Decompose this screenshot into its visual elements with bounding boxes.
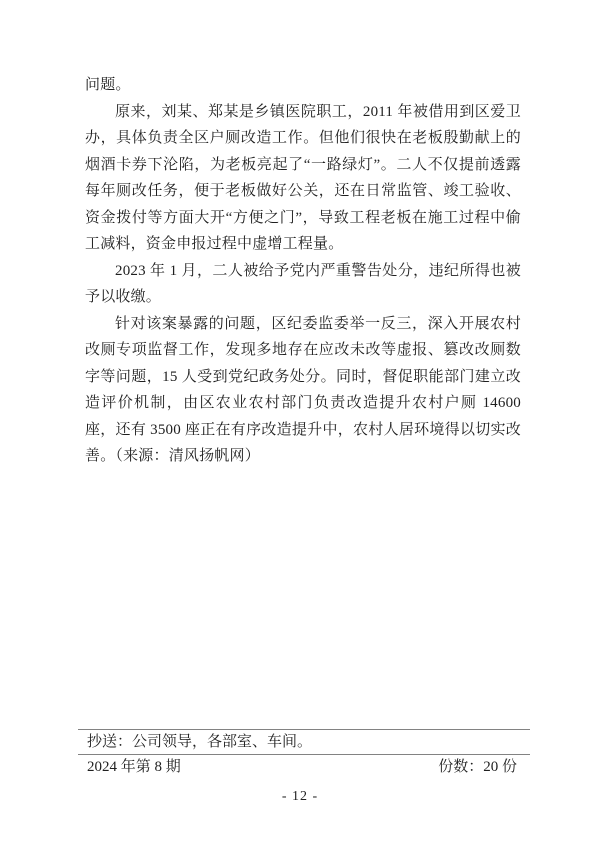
copies-count-label: 份数：20 份 (438, 759, 517, 775)
document-body (85, 72, 521, 470)
cc-line-label: 抄送：公司领导，各部室、车间。 (87, 734, 313, 750)
body-paragraph: 原来，刘某、郑某是乡镇医院职工，2011 年被借用到区爱卫办，具体负责全区户厕改造工作。但他们很快在老板殷勤献上的烟酒卡券下沦陷，为老板亮起了“一路绿灯”。二人不仅提前透露每年厕改任务，便于老板做好公关，还在日常监管、竣工验收、资金拨付等方面大开“方便之门”，导致工程老板在施工过程中偷工减料，资金申报过程中虚增工程量。 (85, 103, 521, 252)
page-number: - 12 - (281, 789, 319, 804)
body-paragraph: 针对该案暴露的问题，区纪委监委举一反三，深入开展农村改厕专项监督工作，发现多地存在应改未改等虚报、篡改改厕数字等问题，15 人受到党纪政务处分。同时，督促职能部门建立改造评价机制，由区农业农村部门负责改造提升农村户厕 14600 座，还有 3500 座正在有序改造提升中，农村人居环境得以切实改善。（来源：清风扬帆网） (85, 315, 521, 464)
cc-row (78, 729, 530, 755)
issue-row (78, 755, 530, 775)
page-footer (78, 729, 530, 775)
issue-number-label: 2024 年第 8 期 (87, 759, 181, 775)
body-paragraph-continuation: 问题。 (85, 77, 131, 93)
body-paragraph: 2023 年 1 月，二人被给予党内严重警告处分，违纪所得也被予以收缴。 (85, 262, 521, 305)
